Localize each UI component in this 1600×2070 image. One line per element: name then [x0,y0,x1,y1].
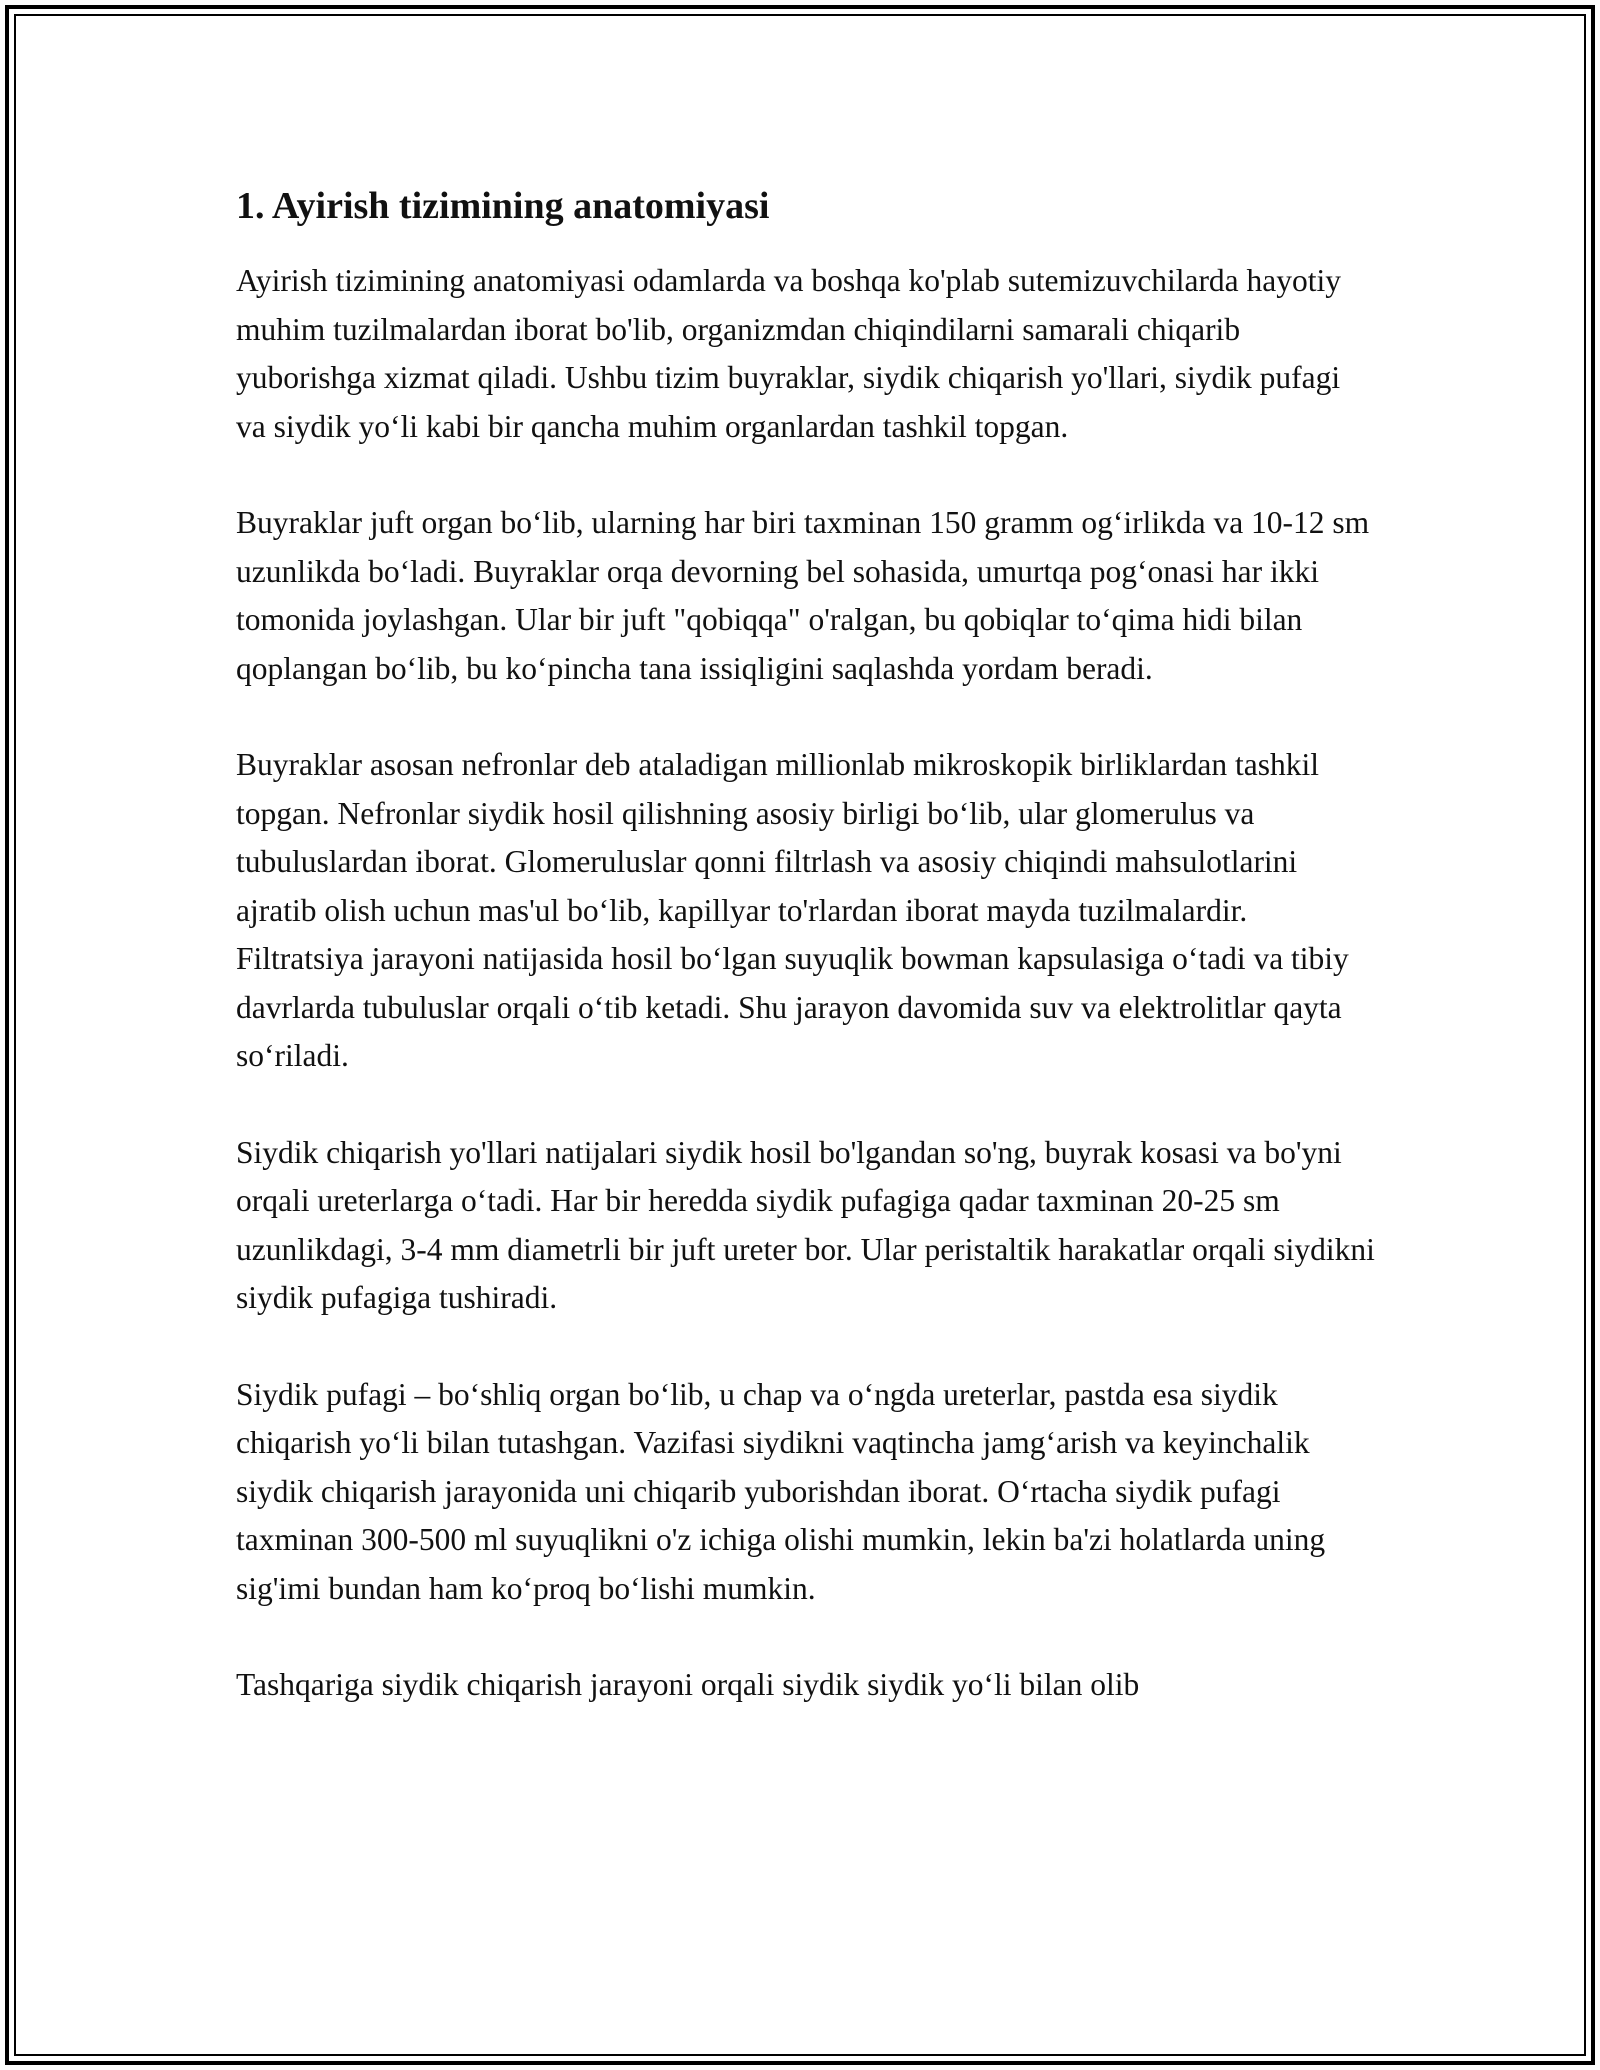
section-heading: 1. Ayirish tizimining anatomiyasi [236,185,770,227]
paragraph-urethra: Tashqariga siydik chiqarish jarayoni orqali siydik siydik yo‘li bilan olib [236,1667,1140,1703]
paragraph-intro: Ayirish tizimining anatomiyasi odamlarda va boshqa ko'plab sutemizuvchilarda hayotiy muhim tuzilmalardan iborat bo'lib, organizmdan chiqindilarni samarali chiqarib yuborishga xizmat qiladi. Ushbu tizim buyraklar, siydik chiqarish yo'llari, siydik pufagi va siydik yo‘li kabi bir qancha muhim organlardan tashkil topgan. [236,263,1342,444]
paragraph-kidneys: Buyraklar juft organ bo‘lib, ularning har biri taxminan 150 gramm og‘irlikda va 10-12 sm uzunlikda bo‘ladi. Buyraklar orqa devorning bel sohasida, umurtqa pog‘onasi har ikki tomonida joylashgan. Ular bir juft "qobiqqa" o'ralgan, bu qobiqlar to‘qima hidi bilan qoplangan bo‘lib, bu ko‘pincha tana issiqligini saqlashda yordam beradi. [236,505,1370,686]
document-body [236,182,1376,1758]
paragraph-ureters: Siydik chiqarish yo'llari natijalari siydik hosil bo'lgandan so'ng, buyrak kosasi va bo'yni orqali ureterlarga o‘tadi. Har bir heredda siydik pufagiga qadar taxminan 20-25 sm uzunlikdagi, 3-4 mm diametrli bir juft ureter bor. Ular peristaltik harakatlar orqali siydikni siydik pufagiga tushiradi. [236,1134,1375,1316]
paragraph-bladder: Siydik pufagi – bo‘shliq organ bo‘lib, u chap va o‘ngda ureterlar, pastda esa siydik chiqarish yo‘li bilan tutashgan. Vazifasi siydikni vaqtincha jamg‘arish va keyinchalik siydik chiqarish jarayonida uni chiqarib yuborishdan iborat. O‘rtacha siydik pufagi taxminan 300-500 ml suyuqlikni o'z ichiga olishi mumkin, lekin ba'zi holatlarda uning sig'imi bundan ham ko‘proq bo‘lishi mumkin. [236,1376,1326,1606]
paragraph-nephrons: Buyraklar asosan nefronlar deb ataladigan millionlab mikroskopik birliklardan tashkil topgan. Nefronlar siydik hosil qilishning asosiy birligi bo‘lib, ular glomerulus va tubuluslardan iborat. Glomeruluslar qonni filtrlash va asosiy chiqindi mahsulotlarini ajratib olish uchun mas'ul bo‘lib, kapillyar to'rlardan iborat mayda tuzilmalardir. Filtratsiya jarayoni natijasida hosil bo‘lgan suyuqlik bowman kapsulasiga o‘tadi va tibiy davrlarda tubuluslar orqali o‘tib ketadi. Shu jarayon davomida suv va elektrolitlar qayta so‘riladi. [236,747,1349,1074]
